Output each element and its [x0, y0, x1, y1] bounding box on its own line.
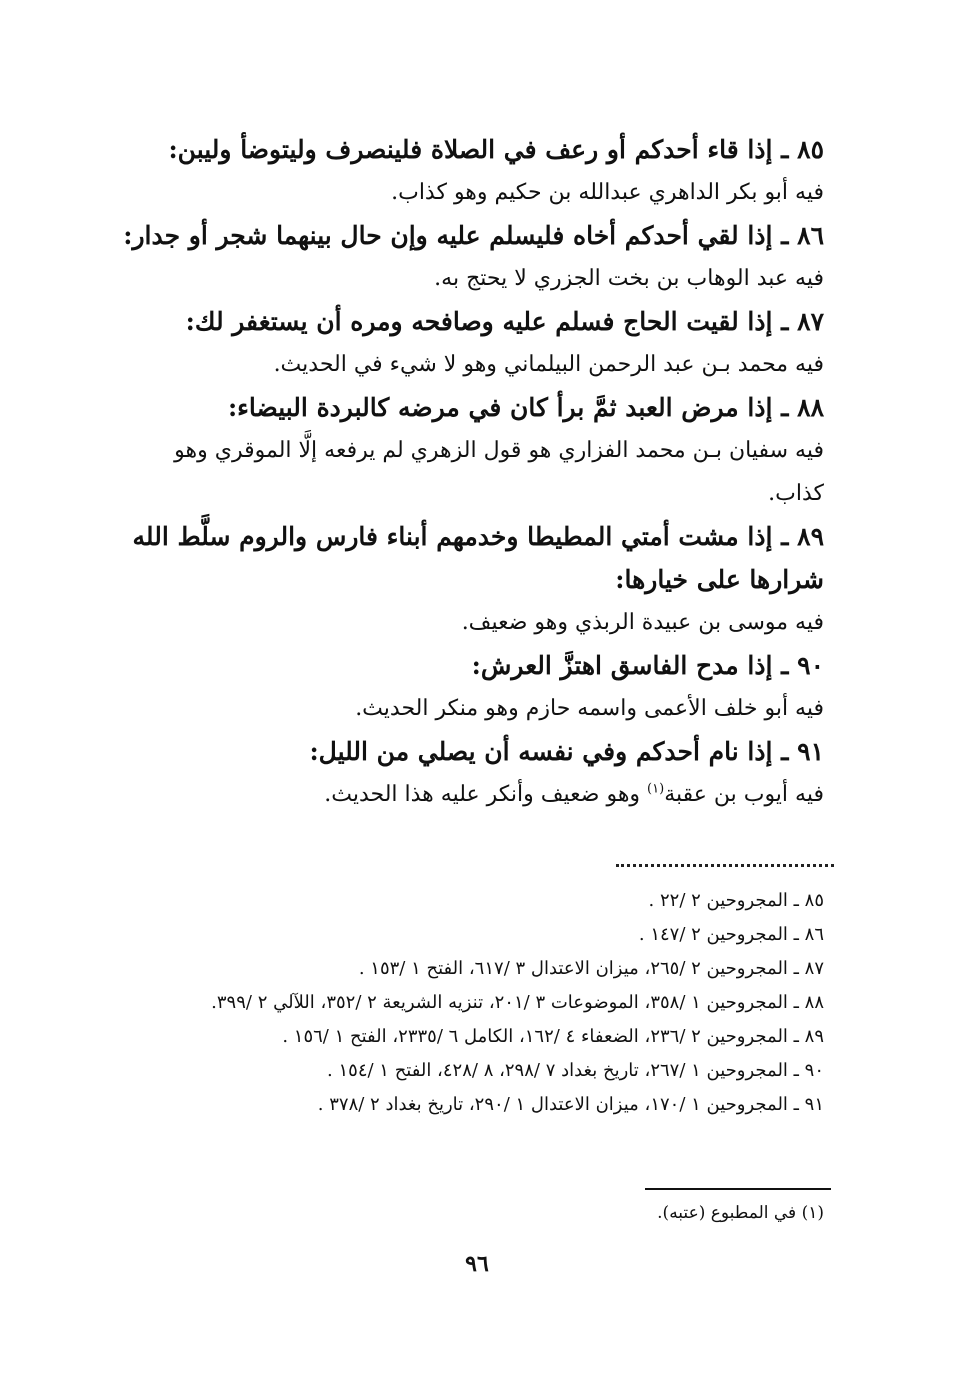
entry-comment: فيه عبد الوهاب بن بخت الجزري لا يحتج به.	[434, 266, 824, 291]
entry-heading: ٩٠ ـ إذا مدح الفاسق اهتزَّ العرش:	[471, 651, 824, 680]
hadith-entries	[124, 128, 824, 816]
entry-comment	[124, 773, 824, 816]
page-number: ٩٦	[465, 1251, 489, 1277]
footnote-rule	[645, 1188, 831, 1190]
entry-heading: ٨٦ ـ إذا لقي أحدكم أخاه فليسلم عليه وإن حال بينهما شجر أو جدار:	[123, 221, 824, 250]
entry-heading: ٩١ ـ إذا نام أحدكم وفي نفسه أن يصلي من الليل:	[309, 737, 824, 766]
footnote-marker: (١)	[647, 781, 665, 797]
source-note: ٨٦ ـ المجروحين ٢ /١٤٧ .	[638, 924, 824, 945]
entry-85	[124, 128, 824, 214]
entry-heading: ٨٨ ـ إذا مرض العبد ثمَّ برأ كان في مرضه كالبردة البيضاء:	[227, 393, 824, 422]
source-note: ٨٥ ـ المجروحين ٢ /٢٢ .	[648, 890, 824, 911]
source-note: ٨٩ ـ المجروحين ٢ /٢٣٦، الضعفاء ٤ /١٦٢، الكامل ٦ /٢٣٣٥، الفتح ١ /١٥٦ .	[282, 1026, 824, 1047]
entry-comment: فيه أبو خلف الأعمى واسمه حازم وهو منكر الحديث.	[355, 696, 824, 721]
entry-91	[124, 730, 824, 816]
entry-90	[124, 644, 824, 730]
source-note: ٨٧ ـ المجروحين ٢ /٢٦٥، ميزان الاعتدال ٣ /٦١٧، الفتح ١ /١٥٣ .	[358, 958, 824, 979]
entry-heading: ٨٩ ـ إذا مشت أمتي المطيطا وخدمهم أبناء فارس والروم سلَّط الله شرارها على خيارها:	[132, 522, 824, 594]
entry-heading: ٨٥ ـ إذا قاء أحدكم أو رعف في الصلاة فلينصرف وليتوضأ وليبن:	[168, 135, 824, 164]
entry-88	[124, 386, 824, 515]
entry-comment: فيه أبو بكر الداهري عبدالله بن حكيم وهو كذاب.	[391, 180, 824, 205]
footnote: (١) في المطبوع (عتبه).	[657, 1203, 824, 1223]
entry-87	[124, 300, 824, 386]
source-notes	[124, 884, 824, 1122]
entry-comment-text: وهو ضعيف وأنكر عليه هذا الحديث.	[324, 782, 648, 807]
source-note: ٩١ ـ المجروحين ١ /١٧٠، ميزان الاعتدال ١ /٢٩٠، تاريخ بغداد ٢ /٣٧٨ .	[317, 1094, 824, 1115]
entry-comment: فيه سفيان بـن محمد الفزاري هو قول الزهري لم يرفعه إلَّا الموقري وهو كذاب.	[174, 438, 824, 506]
entry-heading: ٨٧ ـ إذا لقيت الحاج فسلم عليه وصافحه ومره أن يستغفر لك:	[185, 307, 824, 336]
entry-89	[124, 515, 824, 644]
source-note: ٩٠ ـ المجروحين ١ /٢٦٧، تاريخ بغداد ٧ /٢٩٨، ٨ /٤٢٨، الفتح ١ /١٥٤ .	[327, 1060, 824, 1081]
entry-comment: فيه موسى بن عبيدة الربذي وهو ضعيف.	[461, 610, 824, 635]
entry-86	[124, 214, 824, 300]
entry-comment: فيه محمد بـن عبد الرحمن البيلماني وهو لا شيء في الحديث.	[273, 352, 824, 377]
separator	[616, 846, 834, 867]
entry-comment-text: فيه أيوب بن عقبة	[664, 782, 824, 807]
source-note: ٨٨ ـ المجروحين ١ /٣٥٨، الموضوعات ٣ /٢٠١، تنزيه الشريعة ٢ /٣٥٢، اللآلي ٢ /٣٩٩.	[211, 992, 824, 1013]
